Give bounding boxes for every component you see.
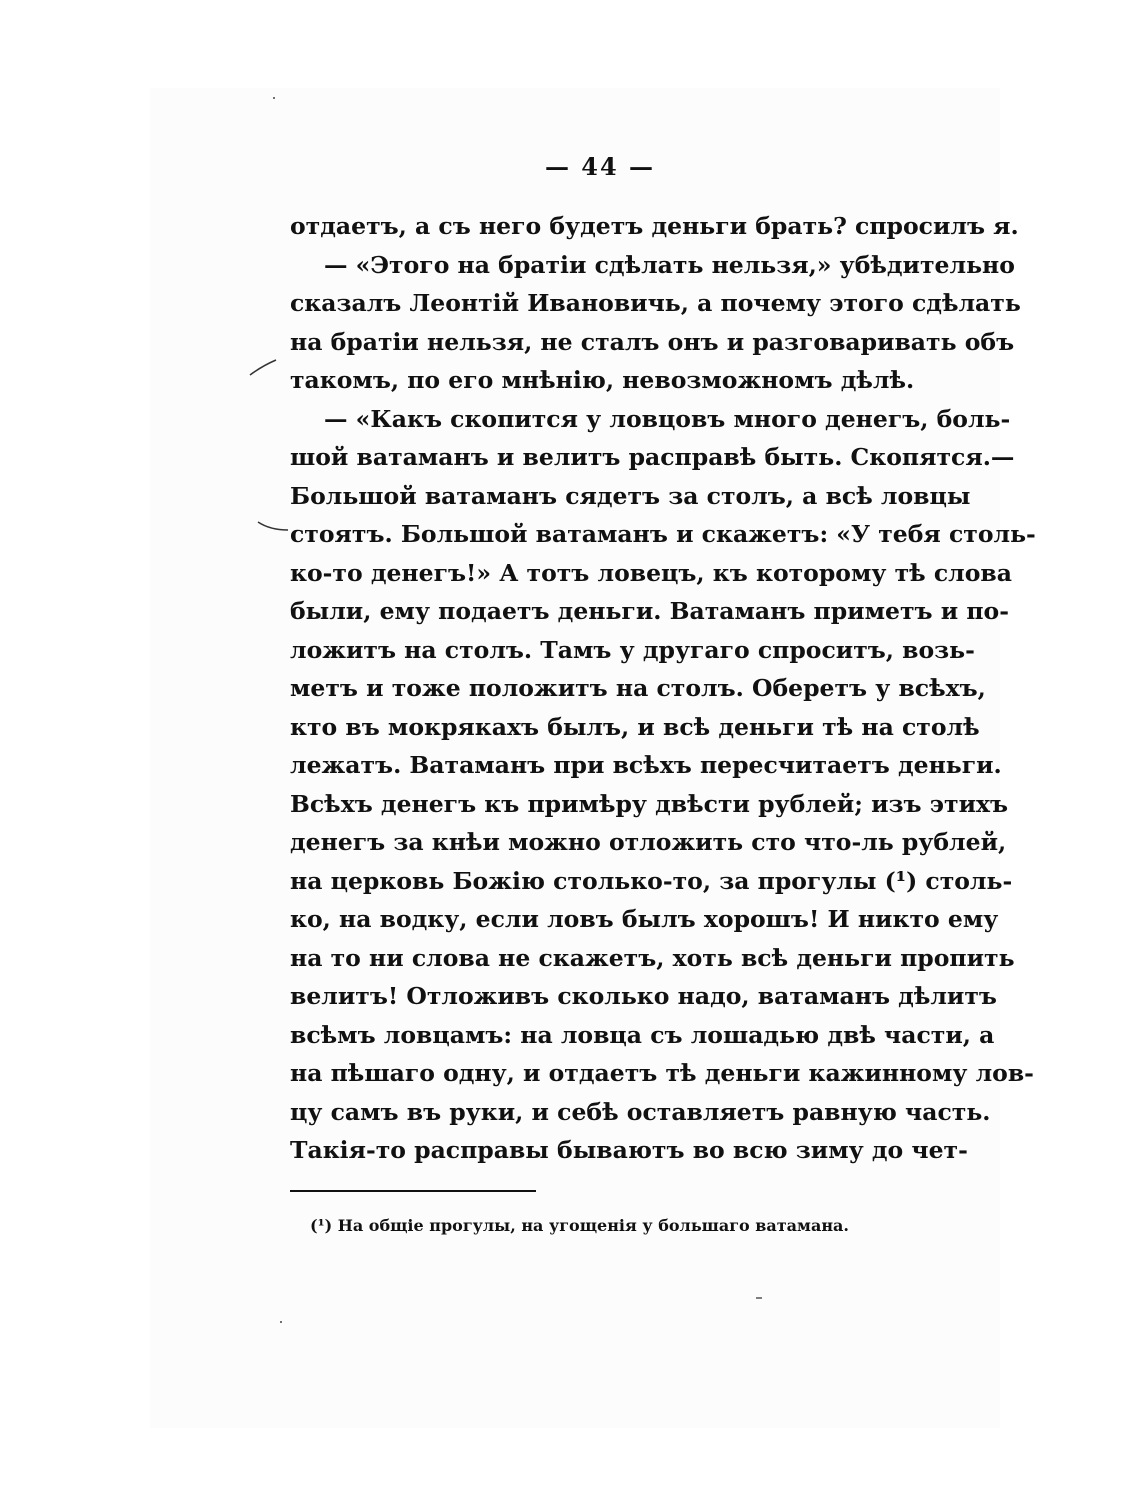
text-line: Большой ватаманъ сядетъ за столъ, а всѣ ловцы — [290, 481, 971, 510]
text-line: Всѣхъ денегъ къ примѣру двѣсти рублей; изъ этихъ — [290, 789, 1009, 818]
text-line: ко-то денегъ!» А тотъ ловецъ, къ которому тѣ слова — [290, 558, 1012, 587]
text-line: на церковь Божію столько-то, за прогулы (¹) столь- — [290, 866, 1013, 895]
footnote-divider — [290, 1190, 536, 1192]
text-line: Такія-то расправы бываютъ во всю зиму до чет- — [290, 1136, 968, 1164]
text-line: цу самъ въ руки, и себѣ оставляетъ равную часть. — [290, 1097, 991, 1126]
footnote: (¹) На общіе прогулы, на угощенія у большаго ватамана. — [310, 1216, 849, 1235]
text-line: отдаетъ, а съ него будетъ деньги брать? спросилъ я. — [290, 212, 1019, 240]
body-text — [290, 207, 1036, 1170]
text-line: на то ни слова не скажетъ, хоть всѣ деньги пропить — [290, 943, 1015, 972]
text-line: — «Этого на братіи сдѣлать нельзя,» убѣдительно — [324, 250, 1015, 279]
text-line: метъ и тоже положитъ на столъ. Оберетъ у всѣхъ, — [290, 674, 986, 702]
text-line: — «Какъ скопится у ловцовъ много денегъ, боль- — [324, 404, 1011, 433]
text-line: на братіи нельзя, не сталъ онъ и разговаривать объ — [290, 327, 1015, 356]
text-line: были, ему подаетъ деньги. Ватаманъ приметъ и по- — [290, 597, 1009, 625]
text-line: стоятъ. Большой ватаманъ и скажетъ: «У тебя столь- — [290, 520, 1036, 548]
text-line: ко, на водку, если ловъ былъ хорошъ! И никто ему — [290, 905, 999, 933]
text-line: такомъ, по его мнѣнію, невозможномъ дѣлѣ. — [290, 366, 915, 394]
text-line: всѣмъ ловцамъ: на ловца съ лошадью двѣ части, а — [290, 1020, 995, 1049]
text-line: лежатъ. Ватаманъ при всѣхъ пересчитаетъ деньги. — [290, 751, 1002, 779]
text-line: велитъ! Отложивъ сколько надо, ватаманъ дѣлитъ — [290, 982, 997, 1010]
text-line: на пѣшаго одну, и отдаетъ тѣ деньги кажинному лов- — [290, 1059, 1034, 1087]
text-line: кто въ мокрякахъ былъ, и всѣ деньги тѣ на столѣ — [290, 712, 980, 741]
text-line: сказалъ Леонтій Ивановичь, а почему этого сдѣлать — [290, 289, 1021, 317]
text-line: ложитъ на столъ. Тамъ у другаго спроситъ, возь- — [290, 635, 975, 664]
page-number: — 44 — — [544, 152, 656, 181]
text-line: денегъ за кнѣи можно отложить сто что-ль рублей, — [290, 828, 1007, 856]
text-line: шой ватаманъ и велитъ расправѣ быть. Скопятся.— — [290, 443, 1015, 471]
